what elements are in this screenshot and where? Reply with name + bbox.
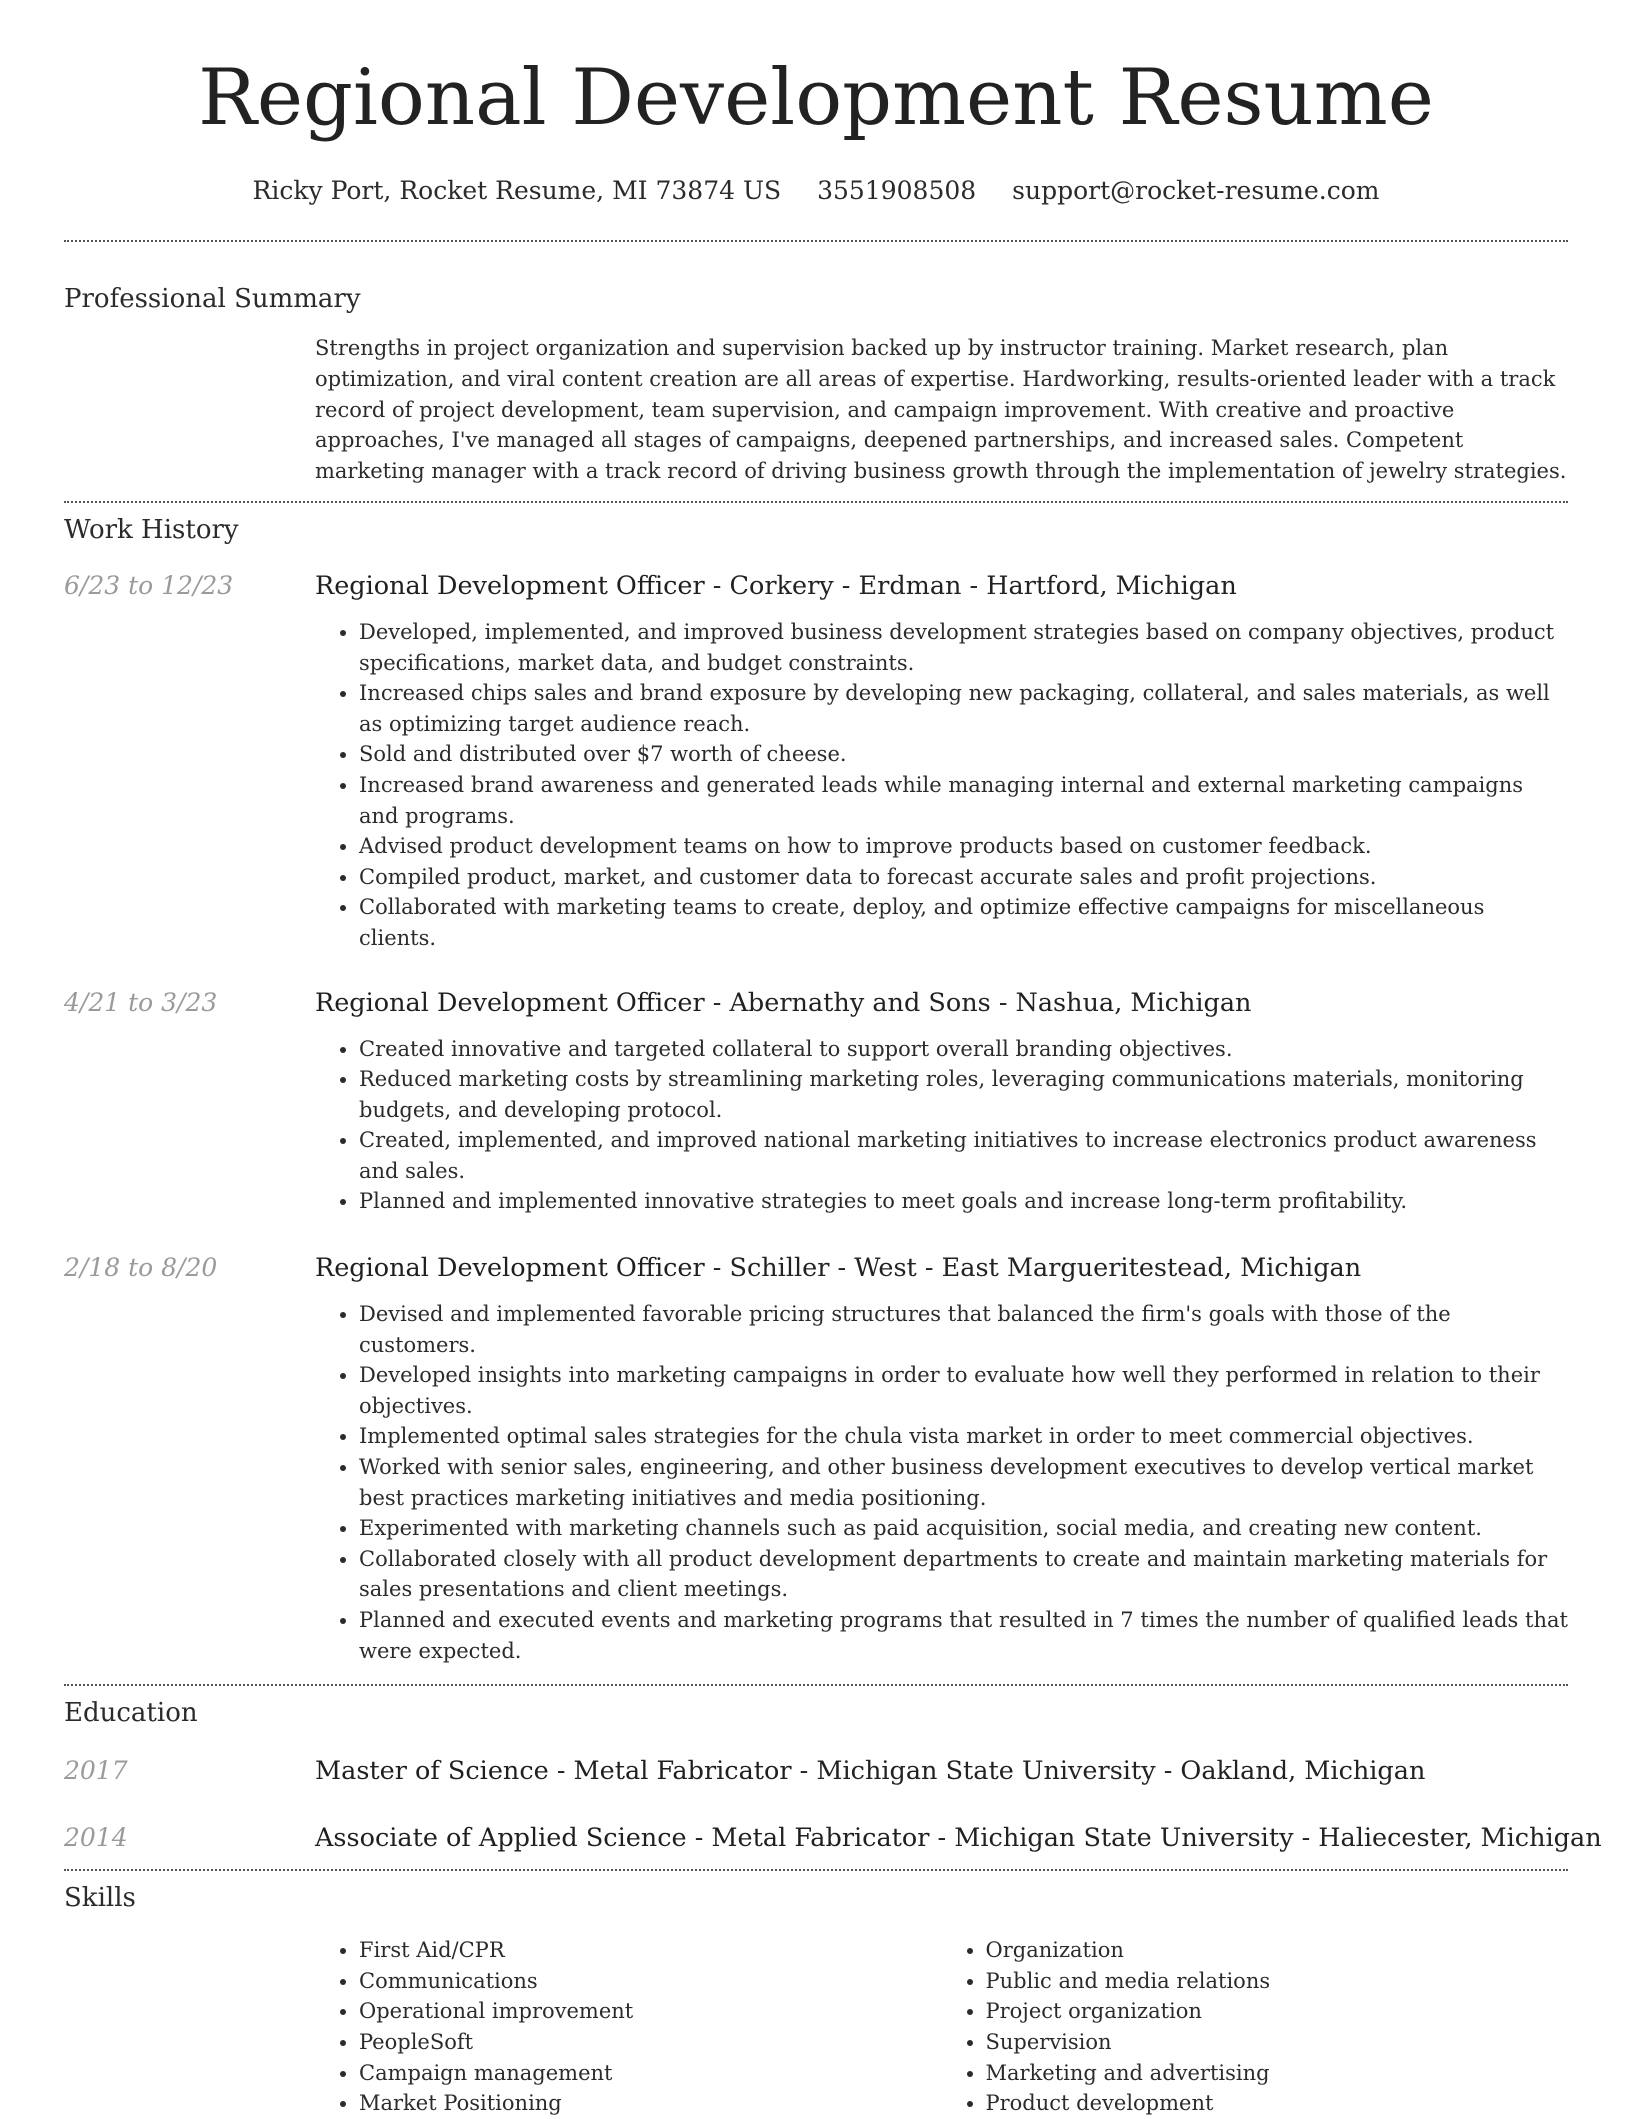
job-title — [315, 1251, 1568, 1285]
section-divider — [64, 501, 1568, 503]
job-bullet: • Compiled product, market, and customer data to forecast accurate sales and profit projections. — [359, 862, 1568, 893]
education-entry — [64, 1821, 1602, 1855]
job-bullet: • Increased brand awareness and generated leads while managing internal and external marketing campaigns and programs. — [359, 770, 1568, 831]
job-details: - Schiller - West - East Margueritestead, Michigan — [704, 1253, 1362, 1284]
job-title — [315, 986, 1568, 1020]
job-bullets — [315, 617, 1568, 954]
skill-item: • First Aid/CPR — [359, 1935, 942, 1966]
job-bullet: • Worked with senior sales, engineering, and other business development executives to develop vertical market best practices marketing initiatives and media positioning. — [359, 1452, 1568, 1513]
contact-email: support@rocket-resume.com — [1012, 176, 1380, 205]
education-heading: Education — [64, 1698, 198, 1729]
contact-address: Ricky Port, Rocket Resume, MI 73874 US — [252, 176, 782, 205]
job-bullet: • Devised and implemented favorable pricing structures that balanced the firm's goals with those of the customers. — [359, 1299, 1568, 1360]
job-bullets — [315, 1299, 1568, 1666]
skill-item: • Campaign management — [359, 2058, 942, 2089]
skills-list-left — [315, 1935, 942, 2119]
summary-heading: Professional Summary — [64, 284, 361, 314]
resume-title: Regional Development Resume — [198, 53, 1434, 143]
education-degree: Master of Science - Metal Fabricator — [315, 1756, 792, 1787]
job-details: - Abernathy and Sons - Nashua, Michigan — [704, 987, 1252, 1018]
job-entry — [64, 1251, 1568, 1666]
education-details: - Michigan State University - Oakland, Michigan — [791, 1756, 1426, 1787]
education-degree: Associate of Applied Science - Metal Fabricator — [315, 1823, 930, 1854]
education-title — [315, 1754, 1568, 1788]
resume-page — [64, 0, 1602, 2119]
section-divider — [64, 240, 1568, 242]
job-bullet: • Developed, implemented, and improved business development strategies based on company objectives, product specifications, market data, and budget constraints. — [359, 617, 1568, 678]
skills-list-right — [942, 1935, 1569, 2119]
skills-heading: Skills — [64, 1883, 136, 1914]
job-bullet: • Planned and implemented innovative strategies to meet goals and increase long-term profitability. — [359, 1186, 1568, 1217]
skill-item: • Operational improvement — [359, 1996, 942, 2027]
skill-item: • Communications — [359, 1966, 942, 1997]
job-bullets — [315, 1034, 1568, 1218]
job-bullet: • Reduced marketing costs by streamlining marketing roles, leveraging communications materials, monitoring budgets, and developing protocol. — [359, 1064, 1568, 1125]
summary-content — [315, 333, 1568, 487]
skill-item: • PeopleSoft — [359, 2027, 942, 2058]
job-bullet: • Planned and executed events and marketing programs that resulted in 7 times the number of qualified leads that were expected. — [359, 1605, 1568, 1666]
job-dates: 6/23 to 12/23 — [64, 570, 234, 600]
education-year: 2017 — [64, 1756, 128, 1786]
job-bullet: • Collaborated with marketing teams to create, deploy, and optimize effective campaigns for miscellaneous clients. — [359, 892, 1568, 953]
job-dates: 4/21 to 3/23 — [64, 987, 218, 1017]
job-bullet: • Advised product development teams on how to improve products based on customer feedback. — [359, 831, 1568, 862]
skill-item: • Organization — [986, 1935, 1569, 1966]
job-bullet: • Created, implemented, and improved national marketing initiatives to increase electronics product awareness and sales. — [359, 1125, 1568, 1186]
education-year: 2014 — [64, 1823, 128, 1853]
job-bullet: • Increased chips sales and brand exposure by developing new packaging, collateral, and sales materials, as well as optimizing target audience reach. — [359, 678, 1568, 739]
job-details: - Corkery - Erdman - Hartford, Michigan — [704, 570, 1237, 601]
job-title — [315, 569, 1568, 603]
education-title — [315, 1821, 1602, 1855]
job-bullet: • Sold and distributed over $7 worth of cheese. — [359, 739, 1568, 770]
job-bullet: • Created innovative and targeted collateral to support overall branding objectives. — [359, 1034, 1568, 1065]
skills-content — [315, 1935, 1568, 2119]
education-details: - Michigan State University - Haliecester, Michigan — [929, 1823, 1602, 1854]
job-role: Regional Development Officer — [315, 570, 705, 601]
skill-item: • Project organization — [986, 1996, 1569, 2027]
skill-item: • Market Positioning — [359, 2088, 942, 2119]
job-dates: 2/18 to 8/20 — [64, 1253, 218, 1283]
job-bullet: • Developed insights into marketing campaigns in order to evaluate how well they performed in relation to their objectives. — [359, 1360, 1568, 1421]
section-divider — [64, 1869, 1568, 1871]
education-entry — [64, 1754, 1568, 1788]
job-bullet: • Experimented with marketing channels such as paid acquisition, social media, and creating new content. — [359, 1513, 1568, 1544]
skill-item: • Public and media relations — [986, 1966, 1569, 1997]
skill-item: • Marketing and advertising — [986, 2058, 1569, 2089]
job-role: Regional Development Officer — [315, 987, 705, 1018]
contact-info — [64, 174, 1568, 208]
skill-item: • Supervision — [986, 2027, 1569, 2058]
skills-columns — [315, 1935, 1568, 2119]
job-entry — [64, 569, 1568, 954]
job-bullet: • Implemented optimal sales strategies for the chula vista market in order to meet commercial objectives. — [359, 1421, 1568, 1452]
work-history-heading: Work History — [64, 514, 239, 545]
contact-phone: 3551908508 — [817, 176, 977, 205]
job-entry — [64, 986, 1568, 1218]
summary-text: Strengths in project organization and supervision backed up by instructor training. Market research, plan optimization, and viral content creation are all areas of expertise. Hardworking, results-oriented leader with a track record of project development, team supervision, and campaign improvement. With creative and proactive approaches, I've managed all stages of campaigns, deepened partnerships, and increased sales. Competent marketing manager with a track record of driving business growth through the implementation of jewelry strategies. — [315, 336, 1567, 484]
skill-item: • Product development — [986, 2088, 1569, 2119]
job-bullet: • Collaborated closely with all product development departments to create and maintain marketing materials for sales presentations and client meetings. — [359, 1544, 1568, 1605]
section-divider — [64, 1684, 1568, 1686]
job-role: Regional Development Officer — [315, 1253, 705, 1284]
